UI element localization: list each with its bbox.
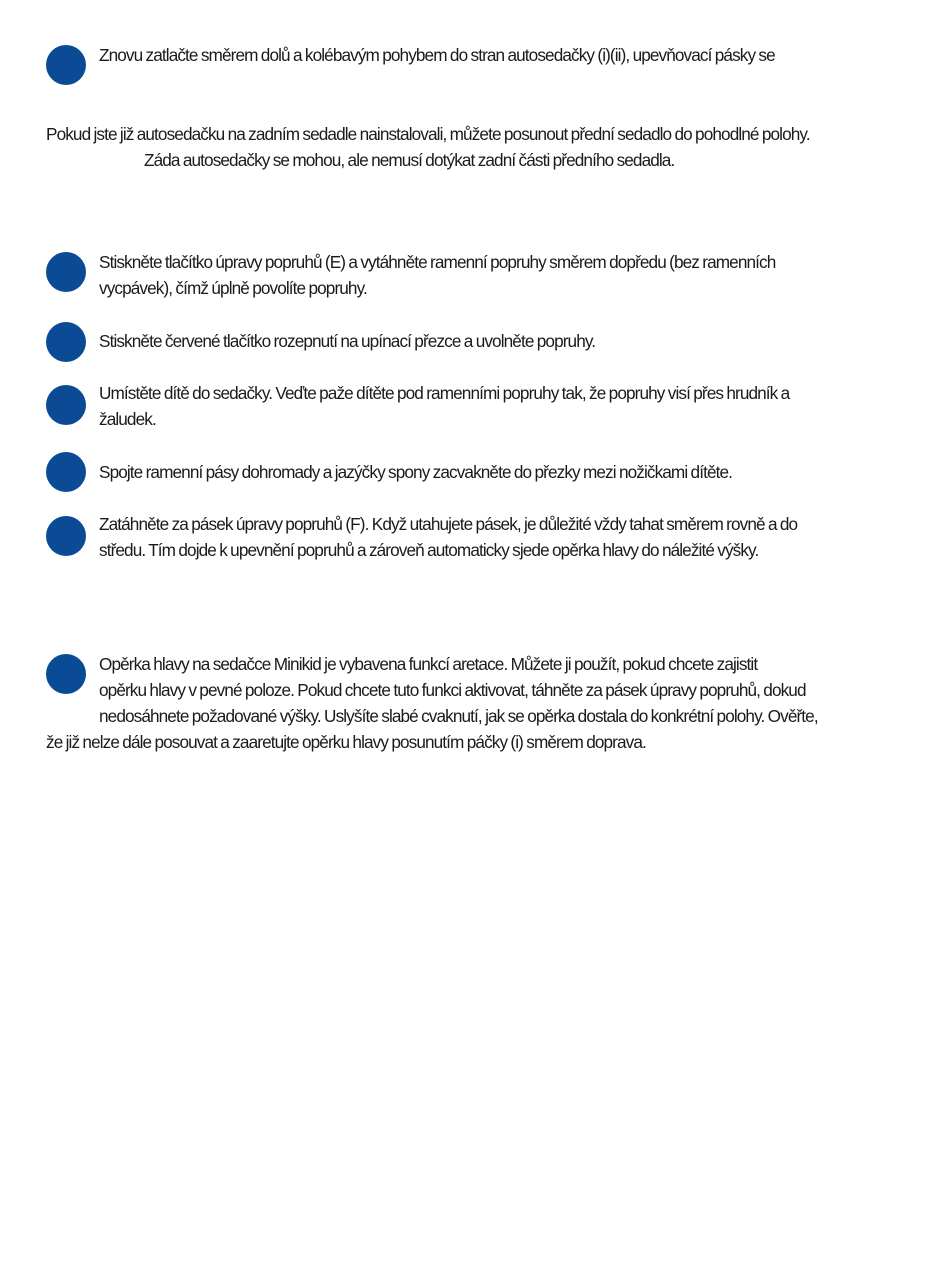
step-bullet-icon: [46, 452, 86, 492]
step-text-line-1: Spojte ramenní pásy dohromady a jazýčky spony zacvakněte do přezky mezi nožičkami dítěte.: [99, 462, 733, 482]
step-bullet-icon: [46, 516, 86, 556]
headrest-line-3: nedosáhnete požadované výšky. Uslyšíte slabé cvaknutí, jak se opěrka dostala do konkrétní polohy. Ověřte,: [99, 706, 818, 726]
step-bullet-icon: [46, 385, 86, 425]
step-text-line-1: Umístěte dítě do sedačky. Veďte paže dítěte pod ramenními popruhy tak, že popruhy visí přes hrudník a: [99, 383, 790, 403]
step-bullet-icon: [46, 322, 86, 362]
step-bullet-icon: [46, 654, 86, 694]
note-line-1: Pokud jste již autosedačku na zadním sedadle nainstalovali, můžete posunout přední sedadlo do pohodlné polohy.: [46, 124, 810, 144]
step-bullet-icon: [46, 252, 86, 292]
headrest-line-4: že již nelze dále posouvat a zaaretujte opěrku hlavy posunutím páčky (i) směrem doprava.: [46, 732, 646, 752]
step-text-line-1: Zatáhněte za pásek úpravy popruhů (F). Když utahujete pásek, je důležité vždy tahat směrem rovně a do: [99, 514, 798, 534]
step-text-line-1: Stiskněte červené tlačítko rozepnutí na upínací přezce a uvolněte popruhy.: [99, 331, 596, 351]
step-text-line-2: žaludek.: [99, 409, 156, 429]
step-text: Znovu zatlačte směrem dolů a kolébavým pohybem do stran autosedačky (i)(ii), upevňovací pásky se: [99, 45, 775, 65]
step-bullet-icon: [46, 45, 86, 85]
headrest-line-2: opěrku hlavy v pevné poloze. Pokud chcete tuto funkci aktivovat, táhněte za pásek úpravy popruhů, dokud: [99, 680, 806, 700]
step-text-line-2: středu. Tím dojde k upevnění popruhů a zároveň automaticky sjede opěrka hlavy do náležité výšky.: [99, 540, 759, 560]
headrest-line-1: Opěrka hlavy na sedačce Minikid je vybavena funkcí aretace. Můžete ji použít, pokud chcete zajistit: [99, 654, 758, 674]
step-text-line-1: Stiskněte tlačítko úpravy popruhů (E) a vytáhněte ramenní popruhy směrem dopředu (bez ramenních: [99, 252, 776, 272]
note-line-2: Záda autosedačky se mohou, ale nemusí dotýkat zadní části předního sedadla.: [144, 150, 675, 170]
step-text-line-2: vycpávek), čímž úplně povolíte popruhy.: [99, 278, 367, 298]
